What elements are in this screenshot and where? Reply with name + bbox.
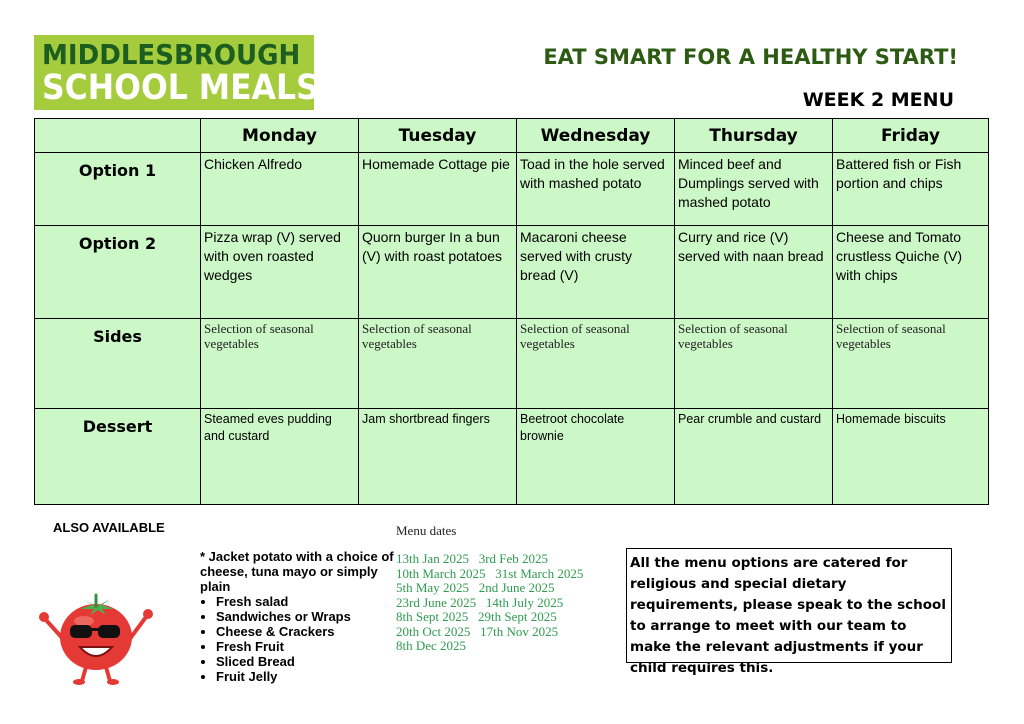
menu-cell: Curry and rice (V) served with naan bread — [675, 226, 833, 319]
menu-cell: Homemade Cottage pie — [359, 153, 517, 226]
row-label: Sides — [35, 319, 201, 409]
menu-cell: Selection of seasonal vegetables — [517, 319, 675, 409]
menu-cell: Battered fish or Fish portion and chips — [833, 153, 989, 226]
menu-cell: Macaroni cheese served with crusty bread (V) — [517, 226, 675, 319]
list-item: • Fruit Jelly — [216, 669, 395, 684]
table-row — [35, 153, 989, 226]
date-line: 10th March 2025 31st March 2025 — [396, 565, 584, 581]
menu-cell: Pear crumble and custard — [675, 409, 833, 505]
menu-cell: Minced beef and Dumplings served with mashed potato — [675, 153, 833, 226]
menu-cell: Steamed eves pudding and custard — [201, 409, 359, 505]
logo-line-1: MIDDLESBROUGH — [42, 38, 301, 71]
menu-cell: Selection of seasonal vegetables — [833, 319, 989, 409]
list-item: • Sliced Bread — [216, 654, 395, 669]
day-header: Thursday — [675, 119, 833, 153]
menu-cell: Homemade biscuits — [833, 409, 989, 505]
menu-cell: Chicken Alfredo — [201, 153, 359, 226]
day-header: Wednesday — [517, 119, 675, 153]
day-header: Monday — [201, 119, 359, 153]
menu-cell: Jam shortbread fingers — [359, 409, 517, 505]
row-label: Dessert — [35, 409, 201, 505]
row-label: Option 1 — [35, 153, 201, 226]
menu-cell: Quorn burger In a bun (V) with roast potatoes — [359, 226, 517, 319]
menu-cell: Selection of seasonal vegetables — [675, 319, 833, 409]
date-line: 5th May 2025 2nd June 2025 — [396, 580, 555, 595]
slogan: EAT SMART FOR A HEALTHY START! — [543, 45, 958, 69]
table-header-row — [35, 119, 989, 153]
also-available-list — [200, 549, 395, 684]
table-row — [35, 226, 989, 319]
table-row — [35, 319, 989, 409]
menu-cell: Cheese and Tomato crustless Quiche (V) with chips — [833, 226, 989, 319]
week-title: WEEK 2 MENU — [802, 89, 954, 111]
menu-cell: Selection of seasonal vegetables — [201, 319, 359, 409]
date-line: 23rd June 2025 14th July 2025 — [396, 594, 564, 610]
list-item: • Sandwiches or Wraps — [216, 609, 395, 624]
tomato-mascot-icon — [34, 585, 164, 685]
menu-dates-list — [396, 552, 583, 654]
list-item: • Cheese & Crackers — [216, 624, 395, 639]
table-row — [35, 409, 989, 505]
school-meals-logo — [34, 35, 319, 110]
corner-cell — [35, 119, 201, 153]
jacket-potato-note: * Jacket potato with a choice of cheese, tuna mayo or simply plain — [200, 549, 394, 594]
date-line: 8th Dec 2025 — [396, 638, 467, 653]
list-item: • Fresh Fruit — [216, 639, 395, 654]
menu-table — [34, 118, 989, 505]
date-line: 13th Jan 2025 3rd Feb 2025 — [396, 551, 549, 566]
logo-line-2: SCHOOL MEALS — [42, 68, 319, 108]
date-line: 8th Sept 2025 29th Sept 2025 — [396, 609, 557, 624]
menu-cell: Selection of seasonal vegetables — [359, 319, 517, 409]
menu-cell: Toad in the hole served with mashed potato — [517, 153, 675, 226]
menu-cell: Pizza wrap (V) served with oven roasted wedges — [201, 226, 359, 319]
menu-cell: Beetroot chocolate brownie — [517, 409, 675, 505]
date-line: 20th Oct 2025 17th Nov 2025 — [396, 623, 559, 639]
row-label: Option 2 — [35, 226, 201, 319]
also-available-heading: ALSO AVAILABLE — [53, 520, 165, 535]
extras-list — [200, 594, 395, 684]
list-item: • Fresh salad — [216, 594, 395, 609]
menu-dates-title: Menu dates — [396, 523, 457, 538]
day-header: Friday — [833, 119, 989, 153]
day-header: Tuesday — [359, 119, 517, 153]
dietary-notice: All the menu options are catered for religious and special dietary requirements, please speak to the school to arrange to meet with our team to make the relevant adjustments if your child requires this. — [626, 548, 952, 663]
